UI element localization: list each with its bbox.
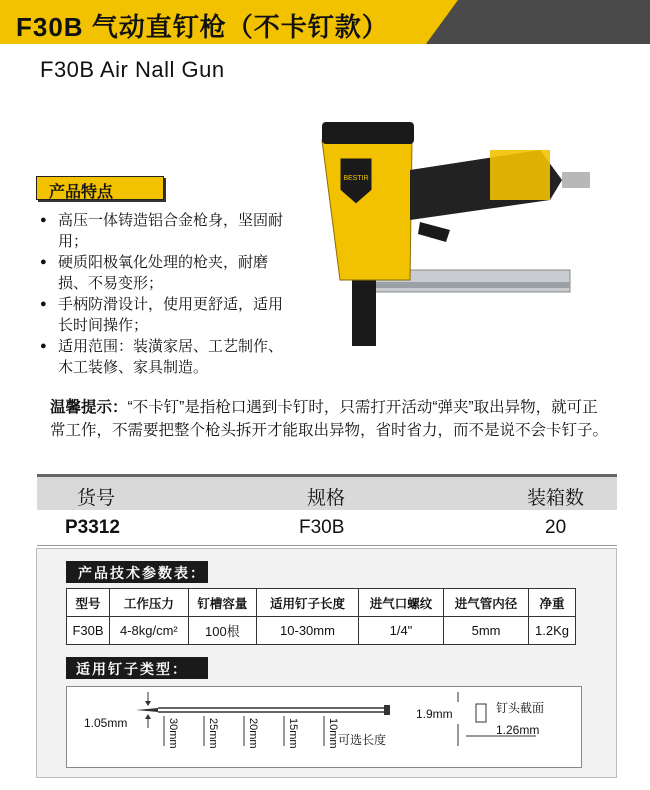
spec-table [66, 588, 576, 645]
spec-header-cell: 适用钉子长度 [257, 589, 359, 617]
page-title: F30B 气动直钉枪（不卡钉款） [16, 12, 389, 42]
head-height-label: 1.9mm [416, 707, 453, 721]
nail-types-title: 适用钉子类型： [66, 657, 208, 679]
spec-header-cell: 工作压力 [109, 589, 188, 617]
cell-item-number: P3312 [65, 517, 120, 538]
features-heading-label: 产品特点 [49, 184, 114, 201]
length-label: 25mm [207, 718, 219, 749]
length-label: 20mm [247, 718, 259, 749]
spec-value-row [67, 617, 576, 645]
spec-value-cell: 5mm [444, 617, 529, 645]
spec-value-cell: 10-30mm [257, 617, 359, 645]
spec-value-cell: 100根 [188, 617, 256, 645]
length-label: 30mm [167, 718, 179, 749]
spec-value-cell: 4-8kg/cm² [109, 617, 188, 645]
length-label: 10mm [327, 718, 339, 749]
spec-header-row [67, 589, 576, 617]
feature-item: ● 适用范围：装潢家居、工艺制作、木工装修、家具制造。 [40, 336, 290, 378]
page-subtitle: F30B Air Nall Gun [40, 57, 225, 82]
tip-text: “不卡钉”是指枪口遇到卡钉时，只需打开活动“弹夹”取出异物，就可正常工作，不需要把整个枪头拆开才能取出异物，省时省力，而不是说不会卡钉子。 [50, 399, 609, 439]
spec-header-cell: 净重 [529, 589, 576, 617]
length-label: 15mm [287, 718, 299, 749]
cell-spec: F30B [299, 517, 345, 538]
features-list [40, 210, 290, 378]
spec-header-cell: 型号 [67, 589, 110, 617]
header-case-qty: 装箱数 [527, 488, 585, 509]
header-spec: 规格 [307, 488, 346, 509]
spec-value-cell: 1/4" [358, 617, 443, 645]
feature-item: ● 硬质阳极氧化处理的枪夹，耐磨损、不易变形； [40, 252, 290, 294]
cell-case-qty: 20 [545, 517, 567, 538]
tip-label: 温馨提示： [50, 399, 128, 416]
spec-value-cell: 1.2Kg [529, 617, 576, 645]
tip-paragraph [50, 396, 610, 442]
head-section-label: 钉头截面 [496, 701, 545, 715]
feature-item: ● 手柄防滑设计，使用更舒适，适用长时间操作； [40, 294, 290, 336]
header-item-number: 货号 [77, 488, 116, 509]
brand-logo: BESTIR [343, 175, 369, 182]
feature-item: ● 高压一体铸造铝合金枪身，坚固耐用； [40, 210, 290, 252]
nail-gun-image [300, 110, 600, 350]
spec-header-cell: 进气管内径 [444, 589, 529, 617]
spec-table-title: 产品技术参数表： [66, 561, 208, 583]
product-table-header [37, 474, 617, 510]
product-table-row [37, 510, 617, 546]
optional-length-label: 可选长度 [338, 733, 387, 747]
spec-header-cell: 进气口螺纹 [358, 589, 443, 617]
features-heading [36, 176, 164, 200]
nail-diagram [66, 686, 582, 768]
spec-value-cell: F30B [67, 617, 110, 645]
head-width-label: 1.26mm [496, 723, 540, 737]
nail-width-label: 1.05mm [84, 716, 128, 730]
spec-header-cell: 钉槽容量 [188, 589, 256, 617]
